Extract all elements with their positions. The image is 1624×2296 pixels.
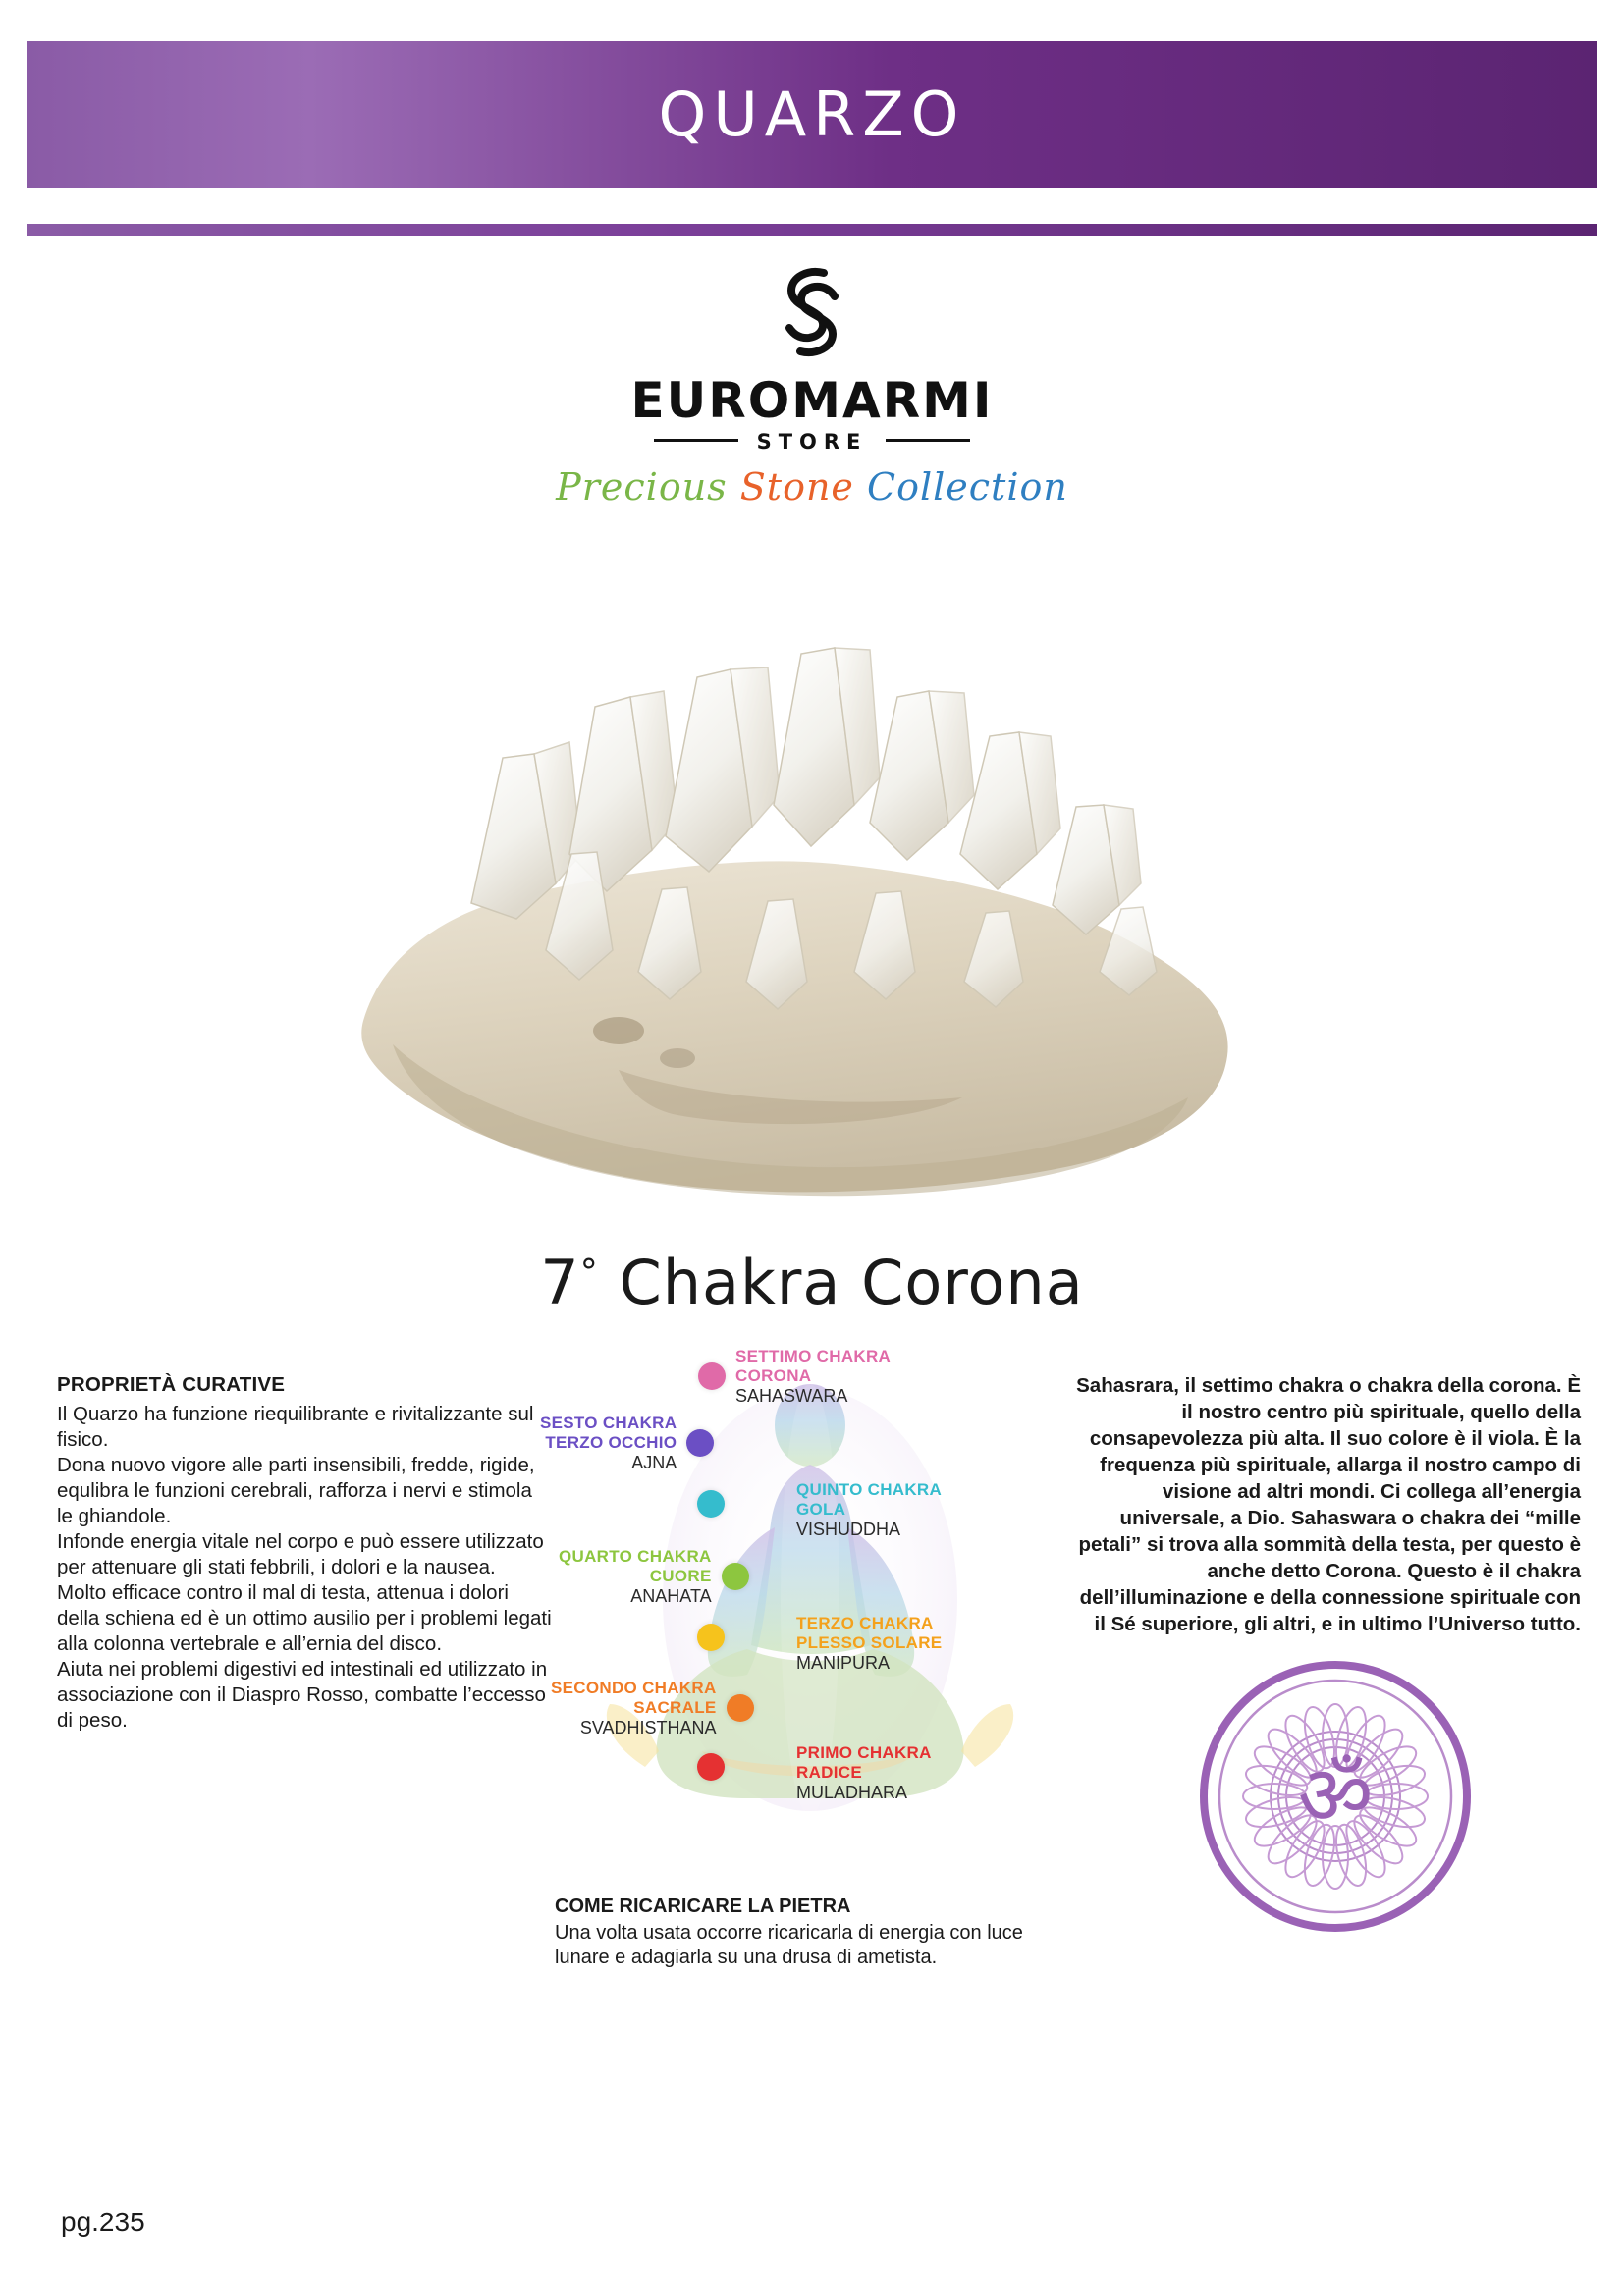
chakra-5-sanskrit: VISHUDDHA	[796, 1520, 901, 1539]
chakra-label-7	[735, 1347, 891, 1406]
chakra-dot-3	[697, 1624, 725, 1651]
recharge-text: Una volta usata occorre ricaricarla di energia con luce lunare e adagiarla su una drusa di ametista.	[555, 1922, 1023, 1968]
chakra-4-sanskrit: ANAHATA	[630, 1586, 712, 1606]
chakra-5-name-line2: GOLA	[796, 1500, 846, 1519]
chakra-dot-2	[727, 1694, 754, 1722]
chakra-item-6	[540, 1414, 714, 1472]
chakra-dot-4	[722, 1563, 749, 1590]
om-symbol-glyph: ॐ	[1297, 1747, 1374, 1843]
page-title: QUARZO	[658, 79, 966, 150]
healing-paragraph-3: Infonde energia vitale nel corpo e può essere utilizzato per attenuare gli stati febbrili, i dolori e la nausea.	[57, 1530, 544, 1578]
chakra-label-5	[796, 1480, 942, 1539]
sahasrara-description-column	[1070, 1372, 1581, 1637]
chakra-item-2	[551, 1679, 754, 1737]
page-number: pg.235	[61, 2207, 145, 2237]
chakra-dot-5	[697, 1490, 725, 1518]
healing-paragraph-2: Dona nuovo vigore alle parti insensibili, fredde, rigide, equlibra le funzioni cerebrali, rafforza i nervi e stimola le ghiandole.	[57, 1454, 535, 1527]
brand-name: EUROMARMI	[630, 372, 994, 429]
chakra-dot-7	[698, 1362, 726, 1390]
chakra-6-name-line2: TERZO OCCHIO	[545, 1433, 677, 1452]
chakra-5-name-line1: QUINTO CHAKRA	[796, 1480, 943, 1499]
brand-rule-left	[654, 439, 738, 442]
chakra-degree-symbol: °	[579, 1253, 599, 1293]
header-divider-rule	[27, 224, 1597, 236]
chakra-3-name-line1: TERZO CHAKRA	[796, 1614, 934, 1632]
chakra-item-7	[698, 1347, 891, 1406]
chakra-label-4	[559, 1547, 712, 1606]
recharge-heading: COME RICARICARE LA PIETRA	[555, 1896, 851, 1917]
chakra-2-sanskrit: SVADHISTHANA	[579, 1718, 717, 1737]
chakra-dot-6	[686, 1429, 714, 1457]
sahasrara-description-text: Sahasrara, il settimo chakra o chakra della corona. È il nostro centro più spirituale, quello della consapevolezza più alta. Il suo colore è il viola. È la frequenza più spirituale, allarga il nostro campo di visione ad altri mondi. Ci collega all’energia universale, a Dio. Sahaswara o chakra dei “mille petali” si trova alla sommità della testa, per questo è anche detto Corona. Questo è il chakra dell’illuminazione e della connessione spirituale con il Sé superiore, gli altri, e in ultimo l’Universo tutto.	[1076, 1374, 1581, 1635]
chakra-dot-1	[697, 1753, 725, 1781]
chakra-headline-text: Chakra Corona	[619, 1247, 1084, 1318]
chakra-3-sanskrit: MANIPURA	[796, 1653, 891, 1673]
tagline-word-collection: Collection	[867, 465, 1068, 508]
chakra-1-name-line1: PRIMO CHAKRA	[796, 1743, 932, 1762]
healing-paragraph-1: Il Quarzo ha funzione riequilibrante e rivitalizzante sul fisico.	[57, 1403, 534, 1451]
chakra-figure	[540, 1347, 1065, 1875]
stone-photo	[324, 560, 1306, 1247]
chakra-headline	[0, 1247, 1624, 1318]
chakra-item-1	[796, 1743, 932, 1802]
chakra-7-name-line1: SETTIMO CHAKRA	[735, 1347, 892, 1365]
chakra-2-name-line2: SACRALE	[633, 1698, 717, 1717]
chakra-7-name-line2: CORONA	[735, 1366, 812, 1385]
chakra-3-name-line2: PLESSO SOLARE	[796, 1633, 943, 1652]
healing-paragraph-4: Molto efficace contro il mal di testa, attenua i dolori della schiena ed è un ottimo ausilio per i problemi legati alla colonna vertebrale e all’ernia del disco.	[57, 1581, 552, 1655]
chakra-label-3	[796, 1614, 942, 1673]
chakra-1-name-line2: RADICE	[796, 1763, 862, 1782]
brand-rule-right	[886, 439, 970, 442]
brand-block	[0, 267, 1624, 508]
chakra-7-sanskrit: SAHASWARA	[735, 1386, 848, 1406]
chakra-4-name-line1: QUARTO CHAKRA	[559, 1547, 712, 1566]
brand-tagline	[0, 465, 1624, 508]
chakra-label-2	[551, 1679, 717, 1737]
healing-paragraph-5: Aiuta nei problemi digestivi ed intestinali ed utilizzato in associazione con il Diaspro Rosso, combatte l’eccesso di peso.	[57, 1658, 548, 1732]
sahasrara-seal-icon	[1200, 1661, 1471, 1932]
tagline-word-precious: Precious	[556, 465, 728, 508]
page-header-band	[27, 41, 1597, 188]
healing-properties-heading: PROPRIETÀ CURATIVE	[57, 1373, 286, 1396]
chakra-number: 7	[540, 1247, 580, 1318]
chakra-4-name-line2: CUORE	[649, 1567, 712, 1585]
euromarmi-logo-icon	[0, 267, 1624, 369]
chakra-item-3	[796, 1614, 942, 1673]
chakra-2-name-line1: SECONDO CHAKRA	[551, 1679, 717, 1697]
brand-sub-wrap	[654, 430, 970, 454]
chakra-item-4	[559, 1547, 749, 1606]
healing-properties-column	[57, 1372, 553, 1734]
chakra-1-sanskrit: MULADHARA	[796, 1783, 908, 1802]
tagline-word-stone: Stone	[739, 465, 854, 508]
chakra-6-sanskrit: AJNA	[631, 1453, 677, 1472]
recharge-instructions	[555, 1895, 1065, 1970]
chakra-label-1	[796, 1743, 932, 1802]
chakra-label-6	[540, 1414, 677, 1472]
chakra-item-5	[796, 1480, 942, 1539]
brand-sub: STORE	[756, 430, 868, 454]
chakra-6-name-line1: SESTO CHAKRA	[540, 1414, 677, 1432]
